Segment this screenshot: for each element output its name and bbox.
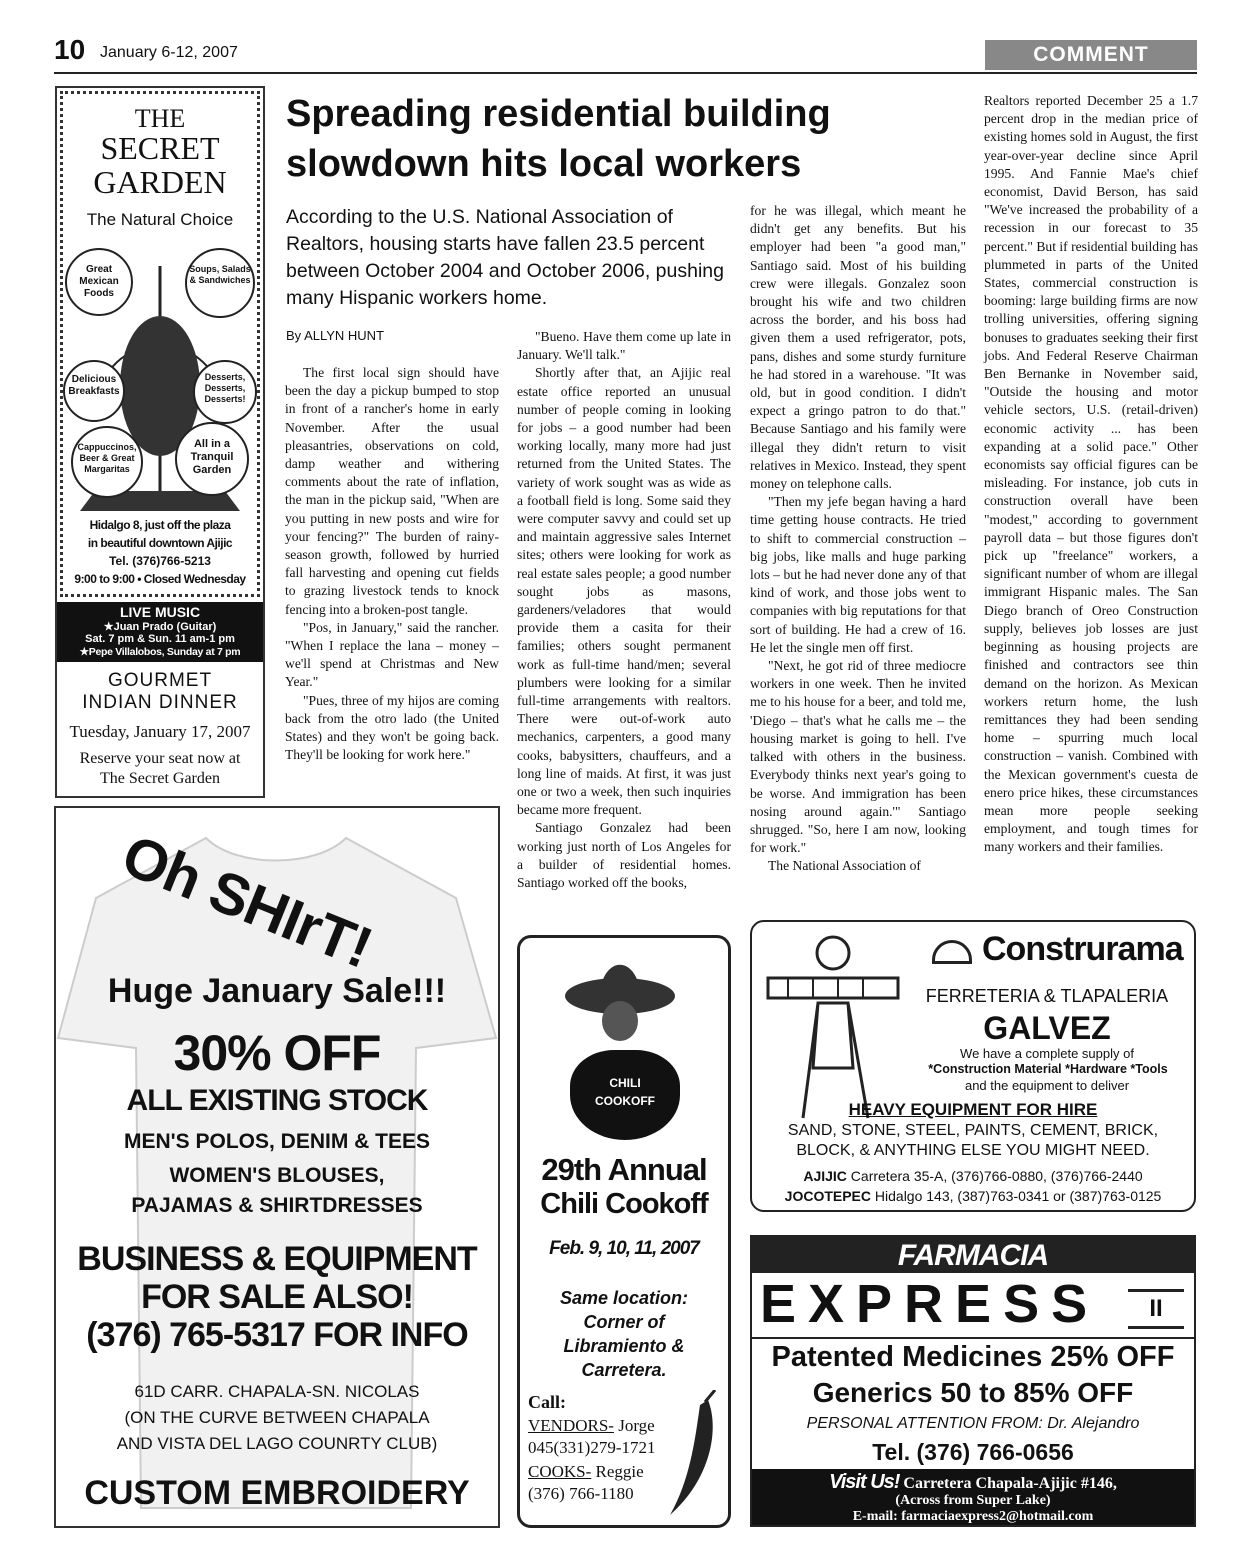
shirt-business2: FOR SALE ALSO! [141,1278,413,1316]
shirt-address3: AND VISTA DEL LAGO COUNRTY CLUB) [116,1434,438,1453]
supply-line1: We have a complete supply of [960,1046,1134,1061]
live-music-line3: ★Pepe Villalobos, Sunday at 7 pm [79,646,241,658]
jocotepec-label: JOCOTEPEC [784,1188,872,1204]
farmacia-express-ad [750,1235,1196,1527]
issue-date: January 6-12, 2007 [100,44,238,61]
dinner-line1: GOURMET [107,670,213,691]
garden-tagline: The Natural Choice [86,210,234,229]
visit-line [752,1471,1194,1494]
paragraph: The National Association of [768,858,921,874]
ajijic-label: AJIJIC [803,1168,847,1184]
construrama-ad [750,920,1196,1212]
byline: By ALLYN HUNT [286,328,385,343]
cooks-phone: (376) 766-1180 [528,1484,634,1503]
shirt-embroidery: CUSTOM EMBROIDERY [84,1474,470,1512]
farmacia-tel: Tel. (376) 766-0656 [872,1439,1074,1465]
live-music-block [57,602,263,662]
sombrero-pepper-icon [560,946,680,1046]
shirt-womens1: WOMEN'S BLOUSES, [169,1164,385,1187]
shirt-discount: 30% OFF [173,1025,381,1081]
shirt-business1: BUSINESS & EQUIPMENT [77,1240,477,1278]
bubble-mexican-foods: Great Mexican Foods [65,248,133,316]
shirt-ad [54,806,500,1528]
vendors-phone: 045(331)279-1721 [528,1438,656,1457]
shirt-womens2: PAJAMAS & SHIRTDRESSES [131,1194,423,1217]
paragraph: The first local sign should have been the day a pickup bumped to stop in front of a rancher's home in early November. After the usual pleasantries, observations on cold, damp weather and withering comments about the rate of inflation, the man in the pickup said, "When are you putting in new posts and wire for your fencing?" The burden of rainy-season growth, followed by hurried fall harvesting and opening cut fields to grazing livestock tends to knock fencing into a broken-post tangle. [285,365,499,617]
generics: Generics 50 to 85% OFF [812,1377,1134,1408]
bubble-cappuccinos: Cappuccinos, Beer & Great Margaritas [71,426,143,498]
farmacia-rule [752,1337,1194,1339]
visit-address: Carretera Chapala-Ajijic #146, [903,1475,1117,1492]
farmacia-email: E-mail: farmaciaexpress2@hotmail.com [852,1509,1094,1524]
visit-note: (Across from Super Lake) [895,1493,1051,1508]
cooks-label: COOKS- [528,1462,592,1481]
heavy-equipment: HEAVY EQUIPMENT FOR HIRE [848,1100,1098,1119]
materials-line2: BLOCK, & ANYTHING ELSE YOU MIGHT NEED. [796,1142,1150,1159]
construrama-logo-icon [932,940,972,964]
section-banner: COMMENT [985,40,1197,70]
chili-pepper-icon [660,1390,726,1520]
chili-location1: Same location: [559,1288,689,1308]
article-column-2 [517,328,731,892]
chili-location4: Carretera. [581,1360,667,1380]
chili-title2: Chili Cookoff [540,1188,708,1220]
paragraph: Realtors reported December 25 a 1.7 percent drop in the median price of existing homes sold in August, the first year-over-year decline since April 1995. And Fannie Mae's chief economist, David Berson, has said "We've increased the probability of a recession in our forecast to 35 percent." But if residential building has plummeted in parts of the United States, commercial construction is booming: large building firms are now trolling universities, offering signing bonuses to graduates seeking their first jobs. And Federal Reserve Chairman Ben Bernanke in November said, "Outside the housing and motor vehicle sectors, U.S. (retail-driven) economic activity ... has been expanding at a solid pace." Other economists say official figures can be misleading. For instance, job cuts in construction overall have been "modest," according to government payroll data – but those figures don't pick up "freelance" workers, a significant number of whom are illegal immigrant Hispanic males. The San Diego branch of Oreo Construction supply, believes job losses are just beginning as housing projects are finished and contractors see thin demand on the horizon. As Mexican workers return home, the lush remittances they had been sending home – spurring much local construction – vanish. Combined with the Mexican government's cuesta de enero price hikes, these circumstances mean more people seeking employment, and tough times for many workers and their families. [984,93,1198,855]
chili-cooks [528,1462,644,1482]
chili-location2: Corner of [583,1312,665,1332]
chili-call: Call: [528,1392,566,1412]
farmacia-roman: II [1128,1289,1184,1329]
chili-dates: Feb. 9, 10, 11, 2007 [549,1238,699,1259]
dinner-line2: INDIAN DINNER [82,692,238,713]
paragraph: "Pos, in January," said the rancher. "When I replace the lana – money – we'll spend at Christmas and New Year." [285,619,499,690]
cooks-name: Reggie [595,1462,644,1481]
shirt-phone: (376) 765-5317 FOR INFO [86,1316,468,1354]
ajijic-info: Carretera 35-A, (376)766-0880, (376)766-2440 [850,1168,1143,1184]
visit-label: Visit Us! [829,1471,900,1493]
live-music-title: LIVE MUSIC [119,604,201,620]
ajijic-location [752,1168,1194,1184]
jocotepec-info: Hidalgo 143, (387)763-0341 or (387)763-0125 [874,1188,1162,1204]
chili-vendors [528,1416,655,1436]
secret-garden-ad [55,86,265,798]
paragraph: "Next, he got rid of three mediocre workers in one week. Then he invited me to his house for a beer, and told me, 'Diego – that's what he calls me – the housing market is going to hell. I've talked with others in the business. Everybody thinks next year's going to be worse. And immigration has been nosing around again.'" Santiago shrugged. "So, here I am now, looking for work." [750,658,966,856]
pot-label2: COOKOFF [595,1094,655,1108]
garden-hours: 9:00 to 9:00 • Closed Wednesday [74,572,246,586]
farmacia-express: EXPRESS [760,1274,1100,1334]
article-column-4 [984,92,1198,857]
paragraph: for he was illegal, which meant he didn't get any benefits. But his employer had been "a good man," Santiago said. Most of his building crew were illegals. Gonzalez soon brought his wife and two children across the border, and his boss had given them a used refrigerator, pots, pans, dishes and some sturdy furniture he had stored in a warehouse. "It was old, but in good condition. I didn't expect a gringo patron to do that." Because Santiago and his family were illegal they didn't return to visit relatives in Mexico. Instead, they spent money on telephone calls. [750,203,966,492]
shirt-address2: (ON THE CURVE BETWEEN CHAPALA [124,1408,430,1427]
reserve-line2: The Secret Garden [100,770,220,787]
garden-address2: in beautiful downtown Ajijic [87,536,233,550]
garden-logo-line1: THE [134,104,186,133]
worker-ladder-illustration [758,928,908,1128]
pot-label1: CHILI [609,1076,641,1090]
header-rule [54,72,1197,74]
bubble-soups: Soups, Salads & Sandwiches [185,248,255,318]
vendors-name: Jorge [618,1416,655,1435]
dinner-date: Tuesday, January 17, 2007 [69,722,251,741]
shirt-stock: ALL EXISTING STOCK [126,1084,428,1117]
vendors-label: VENDORS- [528,1416,614,1435]
bubble-breakfasts: Delicious Breakfasts [63,360,125,422]
article-deck: According to the U.S. National Association of Realtors, housing starts have fallen 23.5 percent between October 2004 and October 2006, pushing many Hispanic workers home. [286,206,724,309]
garden-logo-line3: GARDEN [93,164,227,200]
garden-logo-line2: SECRET [100,130,220,166]
construrama-brand: Construrama [982,930,1183,968]
bubble-desserts: Desserts, Desserts, Desserts! [193,360,257,424]
chili-cookoff-ad [517,935,731,1528]
jocotepec-location [752,1188,1194,1204]
page-number: 10 [54,34,86,65]
reserve-line1: Reserve your seat now at [79,750,241,767]
garden-address1: Hidalgo 8, just off the plaza [89,518,231,532]
paragraph: "Pues, three of my hijos are coming back from the otro lado (the United States) and they won't be going back. They'll be looking for work here." [285,692,499,763]
garden-phone: Tel. (376)766-5213 [109,554,211,568]
bubble-tranquil: All in a Tranquil Garden [175,422,249,496]
patented-medicines: Patented Medicines 25% OFF [771,1341,1175,1373]
article-column-1 [285,364,499,764]
live-music-line1: ★Juan Prado (Guitar) [103,621,217,633]
chili-location3: Libramiento & [563,1336,685,1356]
headline-line2: slowdown hits local workers [286,143,802,185]
supply-line3: and the equipment to deliver [964,1078,1130,1093]
personal-attention: PERSONAL ATTENTION FROM: Dr. Alejandro [806,1415,1140,1432]
live-music-line2: Sat. 7 pm & Sun. 11 am-1 pm [85,633,235,645]
shirt-sale: Huge January Sale!!! [107,972,447,1010]
headline-line1: Spreading residential building [286,93,831,135]
paragraph: "Then my jefe began having a hard time getting house contracts. He tried to shift to commercial construction – big jobs, like malls and huge parking lots – but he had never done any of that kind of work, and those jobs went to companies with big reputations for that sort of building. He had a crew of 16. He let the single men off first. [750,494,966,655]
shirt-mens: MEN'S POLOS, DENIM & TEES [123,1130,431,1153]
farmacia-title: FARMACIA [897,1239,1049,1272]
shirt-address1: 61D CARR. CHAPALA-SN. NICOLAS [134,1382,420,1401]
shirt-brand: Oh SHIrT! [113,822,381,981]
chili-title1: 29th Annual [541,1152,707,1187]
paragraph: Santiago Gonzalez had been working just north of Los Angeles for a builder of residential homes. Santiago worked off the books, [517,820,731,891]
paragraph: "Bueno. Have them come up late in January. We'll talk." [517,329,731,363]
construrama-galvez: GALVEZ [983,1010,1111,1046]
article-column-3 [750,202,966,876]
paragraph: Shortly after that, an Ajijic real estate office reported an unusual number of people coming in looking for jobs – a good number had been working locally, many more had just returned from the United States. The variety of work sought was as wide as a football field is long. Some said they were computer savvy and could set up and maintain aggressive sales Internet sites; others were looking for work as real estate sales people; a good number sought jobs as masons, gardeners/veladores that would provide them a casita for their families; others sought permanent work as full-time hand/men; several plumbers were looking for a similar full-time arrangements with realtors. There were out-of-work auto mechanics, carpenters, a good many cooks, babysitters, chauffeurs, and a long line of maids. At first, it was just one or two a week, then such inquiries became more frequent. [517,365,731,818]
construrama-ferreteria: FERRETERIA & TLAPALERIA [925,986,1169,1006]
supply-line2: *Construction Material *Hardware *Tools [928,1062,1168,1076]
materials-line1: SAND, STONE, STEEL, PAINTS, CEMENT, BRICK, [787,1122,1159,1139]
